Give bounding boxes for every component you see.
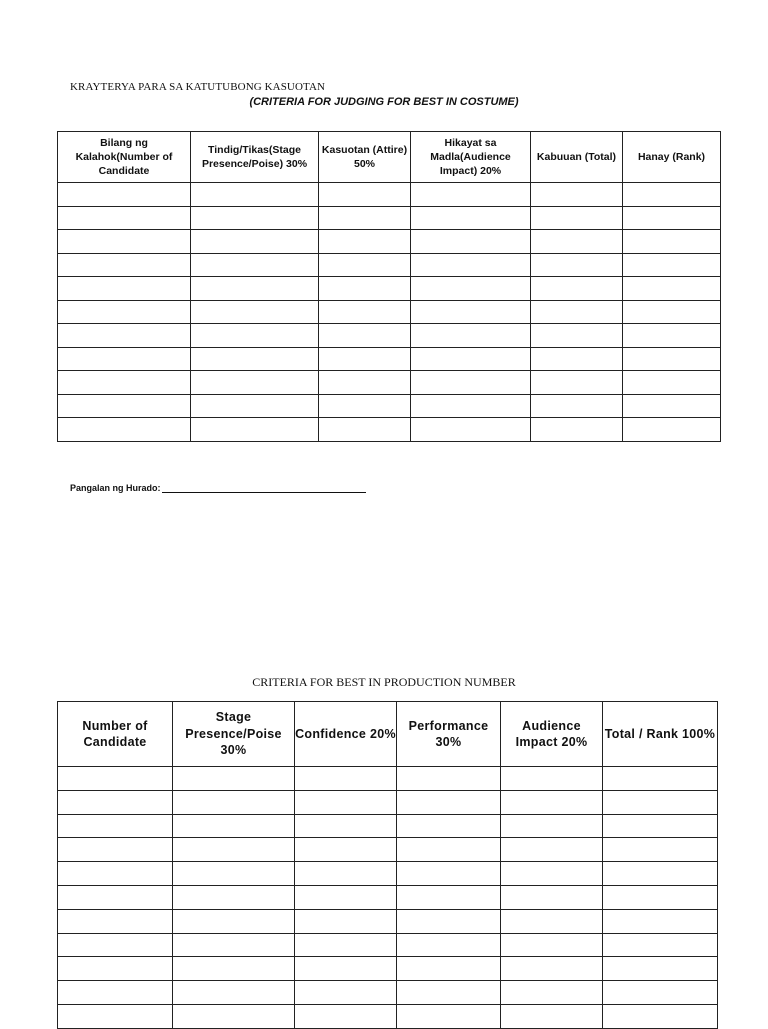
costume-criteria-table (57, 131, 721, 442)
table-cell[interactable] (319, 206, 411, 230)
table-cell[interactable] (173, 790, 295, 814)
table-row (58, 183, 721, 207)
table-cell[interactable] (501, 862, 603, 886)
header-total-rank: Total / Rank 100% (603, 702, 718, 767)
table-header-row (58, 702, 718, 767)
header-stage-presence: Tindig/Tikas(Stage Presence/Poise) 30% (191, 132, 319, 183)
table-cell[interactable] (295, 767, 397, 791)
table-cell[interactable] (603, 933, 718, 957)
form1-subtitle: (CRITERIA FOR JUDGING FOR BEST IN COSTUME) (249, 96, 519, 108)
table-cell[interactable] (603, 767, 718, 791)
table-row (58, 347, 721, 371)
table-cell[interactable] (295, 909, 397, 933)
table-cell[interactable] (501, 957, 603, 981)
table-cell[interactable] (623, 183, 721, 207)
table-cell[interactable] (411, 253, 531, 277)
table-cell[interactable] (58, 253, 191, 277)
table-cell[interactable] (603, 1004, 718, 1028)
table-cell[interactable] (58, 230, 191, 254)
table-cell[interactable] (58, 394, 191, 418)
table-cell[interactable] (295, 885, 397, 909)
table-cell[interactable] (58, 277, 191, 301)
table-cell[interactable] (319, 277, 411, 301)
table-cell[interactable] (603, 838, 718, 862)
table-cell[interactable] (173, 814, 295, 838)
table-row (58, 838, 718, 862)
table-cell[interactable] (531, 230, 623, 254)
header-confidence: Confidence 20% (295, 702, 397, 767)
table-cell[interactable] (319, 324, 411, 348)
table-cell[interactable] (173, 933, 295, 957)
table-cell[interactable] (58, 1004, 173, 1028)
header-audience-impact: Hikayat sa Madla(Audience Impact) 20% (411, 132, 531, 183)
table-cell[interactable] (623, 300, 721, 324)
table-row (58, 909, 718, 933)
table-row (58, 418, 721, 442)
table-cell[interactable] (603, 909, 718, 933)
table-cell[interactable] (531, 206, 623, 230)
table-cell[interactable] (191, 394, 319, 418)
table-cell[interactable] (531, 347, 623, 371)
table-cell[interactable] (319, 253, 411, 277)
table-cell[interactable] (58, 790, 173, 814)
table-cell[interactable] (58, 183, 191, 207)
form2-title: CRITERIA FOR BEST IN PRODUCTION NUMBER (252, 675, 516, 689)
table-cell[interactable] (319, 418, 411, 442)
table-cell[interactable] (191, 183, 319, 207)
table-cell[interactable] (173, 909, 295, 933)
table-cell[interactable] (319, 394, 411, 418)
table-cell[interactable] (501, 909, 603, 933)
header-audience-impact: Audience Impact 20% (501, 702, 603, 767)
table-row (58, 230, 721, 254)
table-cell[interactable] (173, 862, 295, 886)
table-cell[interactable] (58, 957, 173, 981)
table-row (58, 790, 718, 814)
header-rank: Hanay (Rank) (623, 132, 721, 183)
table-cell[interactable] (191, 206, 319, 230)
table-cell[interactable] (531, 324, 623, 348)
table-cell[interactable] (397, 957, 501, 981)
form1-title: KRAYTERYA PARA SA KATUTUBONG KASUOTAN (70, 81, 326, 93)
table-cell[interactable] (501, 790, 603, 814)
header-attire: Kasuotan (Attire) 50% (319, 132, 411, 183)
table-cell[interactable] (173, 885, 295, 909)
table-cell[interactable] (295, 1004, 397, 1028)
table-cell[interactable] (397, 767, 501, 791)
table-cell[interactable] (501, 885, 603, 909)
table-cell[interactable] (319, 371, 411, 395)
table-row (58, 933, 718, 957)
table-cell[interactable] (58, 814, 173, 838)
table-cell[interactable] (501, 981, 603, 1005)
header-stage-presence: Stage Presence/Poise 30% (173, 702, 295, 767)
table-cell[interactable] (397, 838, 501, 862)
table-cell[interactable] (603, 981, 718, 1005)
judge-name-line[interactable] (162, 483, 366, 493)
table-row (58, 324, 721, 348)
table-cell[interactable] (531, 277, 623, 301)
table-cell[interactable] (295, 957, 397, 981)
table-cell[interactable] (623, 253, 721, 277)
judge-name-field (70, 483, 366, 493)
table-cell[interactable] (397, 814, 501, 838)
table-cell[interactable] (191, 347, 319, 371)
table-row (58, 277, 721, 301)
table-cell[interactable] (411, 300, 531, 324)
table-cell[interactable] (319, 230, 411, 254)
table-cell[interactable] (295, 933, 397, 957)
table-cell[interactable] (58, 371, 191, 395)
table-cell[interactable] (173, 838, 295, 862)
table-row (58, 253, 721, 277)
table-cell[interactable] (397, 790, 501, 814)
table-cell[interactable] (411, 394, 531, 418)
header-total: Kabuuan (Total) (531, 132, 623, 183)
table-cell[interactable] (501, 767, 603, 791)
table-cell[interactable] (603, 957, 718, 981)
table-cell[interactable] (58, 885, 173, 909)
table-cell[interactable] (531, 418, 623, 442)
table-cell[interactable] (173, 1004, 295, 1028)
table-cell[interactable] (623, 347, 721, 371)
table-cell[interactable] (295, 981, 397, 1005)
judge-name-label: Pangalan ng Hurado: (70, 483, 161, 493)
table-cell[interactable] (173, 767, 295, 791)
table-row (58, 1004, 718, 1028)
table-cell[interactable] (58, 324, 191, 348)
table-cell[interactable] (411, 183, 531, 207)
table-cell[interactable] (295, 838, 397, 862)
table-row (58, 862, 718, 886)
table-cell[interactable] (501, 933, 603, 957)
table-cell[interactable] (319, 183, 411, 207)
table-cell[interactable] (501, 814, 603, 838)
table-cell[interactable] (58, 981, 173, 1005)
table-row (58, 394, 721, 418)
table-cell[interactable] (58, 206, 191, 230)
table-cell[interactable] (295, 862, 397, 886)
table-cell[interactable] (501, 1004, 603, 1028)
table-cell[interactable] (603, 862, 718, 886)
table-cell[interactable] (501, 838, 603, 862)
table-cell[interactable] (411, 277, 531, 301)
table-cell[interactable] (191, 418, 319, 442)
table-cell[interactable] (191, 300, 319, 324)
table-cell[interactable] (58, 862, 173, 886)
table-cell[interactable] (319, 300, 411, 324)
table-cell[interactable] (411, 230, 531, 254)
table-cell[interactable] (58, 418, 191, 442)
table-row (58, 885, 718, 909)
header-candidate-number: Bilang ng Kalahok(Number of Candidate (58, 132, 191, 183)
table-cell[interactable] (411, 371, 531, 395)
table-cell[interactable] (173, 957, 295, 981)
table-cell[interactable] (191, 277, 319, 301)
table-row (58, 981, 718, 1005)
table-cell[interactable] (531, 300, 623, 324)
table-cell[interactable] (531, 253, 623, 277)
table-cell[interactable] (397, 909, 501, 933)
table-cell[interactable] (411, 418, 531, 442)
table-cell[interactable] (191, 371, 319, 395)
table-cell[interactable] (397, 862, 501, 886)
table-cell[interactable] (397, 981, 501, 1005)
table-row (58, 206, 721, 230)
table-cell[interactable] (397, 885, 501, 909)
table-cell[interactable] (191, 230, 319, 254)
table-cell[interactable] (623, 277, 721, 301)
table-cell[interactable] (295, 790, 397, 814)
table-cell[interactable] (319, 347, 411, 371)
table-cell[interactable] (295, 814, 397, 838)
table-cell[interactable] (173, 981, 295, 1005)
table-cell[interactable] (531, 371, 623, 395)
table-cell[interactable] (411, 347, 531, 371)
production-number-criteria-table (57, 701, 718, 1029)
table-row (58, 767, 718, 791)
header-performance: Performance 30% (397, 702, 501, 767)
table-cell[interactable] (58, 767, 173, 791)
table-header-row (58, 132, 721, 183)
table-cell[interactable] (58, 933, 173, 957)
table-cell[interactable] (58, 347, 191, 371)
table-cell[interactable] (623, 394, 721, 418)
table-cell[interactable] (623, 324, 721, 348)
table-cell[interactable] (603, 790, 718, 814)
table-cell[interactable] (58, 838, 173, 862)
table-cell[interactable] (411, 206, 531, 230)
table-cell[interactable] (623, 418, 721, 442)
table-cell[interactable] (58, 300, 191, 324)
table-cell[interactable] (397, 1004, 501, 1028)
table-row (58, 371, 721, 395)
table-row (58, 300, 721, 324)
table-cell[interactable] (603, 885, 718, 909)
table-row (58, 957, 718, 981)
table-cell[interactable] (58, 909, 173, 933)
table-row (58, 814, 718, 838)
table-cell[interactable] (623, 206, 721, 230)
table-cell[interactable] (623, 371, 721, 395)
table-cell[interactable] (531, 394, 623, 418)
table-cell[interactable] (531, 183, 623, 207)
table-cell[interactable] (623, 230, 721, 254)
table-cell[interactable] (397, 933, 501, 957)
table-cell[interactable] (603, 814, 718, 838)
header-candidate-number: Number of Candidate (58, 702, 173, 767)
table-cell[interactable] (191, 324, 319, 348)
table-cell[interactable] (411, 324, 531, 348)
table-cell[interactable] (191, 253, 319, 277)
